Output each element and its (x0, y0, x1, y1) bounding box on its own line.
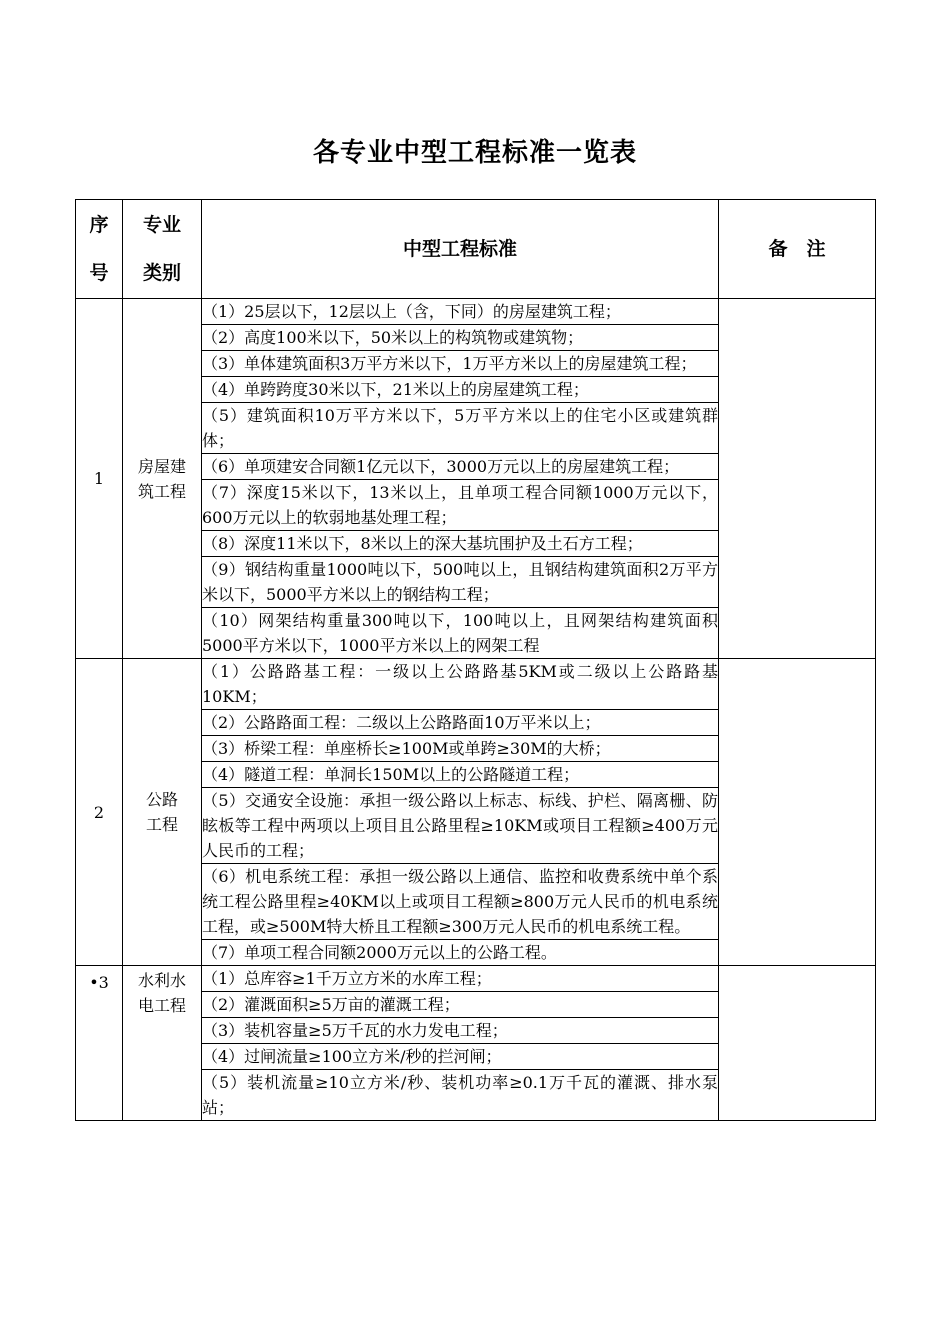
header-standard: 中型工程标准 (202, 200, 719, 299)
standard-item: （1）25层以下，12层以上（含，下同）的房屋建筑工程； (202, 299, 719, 325)
header-category (123, 200, 202, 299)
standard-item: （6）单项建安合同额1亿元以下，3000万元以上的房屋建筑工程； (202, 454, 719, 480)
table-row (76, 299, 876, 325)
category-line: 水利水 (137, 971, 186, 990)
table-row (76, 966, 876, 992)
standard-item: （10）网架结构重量300吨以下，100吨以上，且网架结构建筑面积5000平方米以下，1000平方米以上的网架工程 (202, 608, 719, 659)
category-line: 公路 (145, 790, 178, 809)
standard-item: （3）装机容量≥5万千瓦的水力发电工程； (202, 1018, 719, 1044)
remark-cell (719, 659, 876, 966)
standard-item: （5）交通安全设施：承担一级公路以上标志、标线、护栏、隔离栅、防眩板等工程中两项以上项目且公路里程≥10KM或项目工程额≥400万元人民币的工程； (202, 788, 719, 864)
category-line: 工程 (145, 815, 178, 834)
header-category-line2: 类别 (142, 262, 181, 284)
seq-cell: 2 (76, 659, 123, 966)
category-line: 电工程 (137, 996, 186, 1015)
header-seq-line2: 号 (89, 262, 109, 284)
standard-item: （1）总库容≥1千万立方米的水库工程； (202, 966, 719, 992)
header-remark: 备 注 (719, 200, 876, 299)
standard-item: （1）公路路基工程：一级以上公路路基5KM或二级以上公路路基10KM； (202, 659, 719, 710)
standard-item: （2）高度100米以下，50米以上的构筑物或建筑物； (202, 325, 719, 351)
seq-cell: •3 (76, 966, 123, 1121)
standards-table (75, 199, 876, 1121)
standard-item: （7）深度15米以下，13米以上，且单项工程合同额1000万元以下，600万元以上的软弱地基处理工程； (202, 480, 719, 531)
table-row (76, 659, 876, 710)
standard-item: （2）公路路面工程：二级以上公路路面10万平米以上； (202, 710, 719, 736)
standard-item: （7）单项工程合同额2000万元以上的公路工程。 (202, 940, 719, 966)
standard-item: （2）灌溉面积≥5万亩的灌溉工程； (202, 992, 719, 1018)
standard-item: （4）单跨跨度30米以下，21米以上的房屋建筑工程； (202, 377, 719, 403)
standard-item: （5）建筑面积10万平方米以下，5万平方米以上的住宅小区或建筑群体； (202, 403, 719, 454)
standard-item: （4）过闸流量≥100立方米/秒的拦河闸； (202, 1044, 719, 1070)
category-cell (123, 299, 202, 659)
category-cell (123, 659, 202, 966)
standard-item: （9）钢结构重量1000吨以下，500吨以上，且钢结构建筑面积2万平方米以下，5000平方米以上的钢结构工程； (202, 557, 719, 608)
page-title: 各专业中型工程标准一览表 (312, 138, 637, 168)
category-cell (123, 966, 202, 1121)
header-category-line1: 专业 (142, 214, 181, 236)
standard-item: （4）隧道工程：单洞长150M以上的公路隧道工程； (202, 762, 719, 788)
standard-item: （5）装机流量≥10立方米/秒、装机功率≥0.1万千瓦的灌溉、排水泵站； (202, 1070, 719, 1121)
category-line: 筑工程 (137, 481, 186, 501)
standard-item: （3）单体建筑面积3万平方米以下，1万平方米以上的房屋建筑工程； (202, 351, 719, 377)
category-line: 房屋建 (137, 456, 186, 476)
standard-item: （8）深度11米以下，8米以上的深大基坑围护及土石方工程； (202, 531, 719, 557)
standard-item: （6）机电系统工程：承担一级公路以上通信、监控和收费系统中单个系统工程公路里程≥40KM以上或项目工程额≥800万元人民币的机电系统工程，或≥500M特大桥且工程额≥300万元人民币的机电系统工程。 (202, 864, 719, 940)
remark-cell (719, 299, 876, 659)
header-seq (76, 200, 123, 299)
standard-item: （3）桥梁工程：单座桥长≥100M或单跨≥30M的大桥； (202, 736, 719, 762)
header-row (76, 200, 876, 299)
remark-cell (719, 966, 876, 1121)
header-seq-line1: 序 (89, 214, 109, 236)
seq-cell: 1 (76, 299, 123, 659)
